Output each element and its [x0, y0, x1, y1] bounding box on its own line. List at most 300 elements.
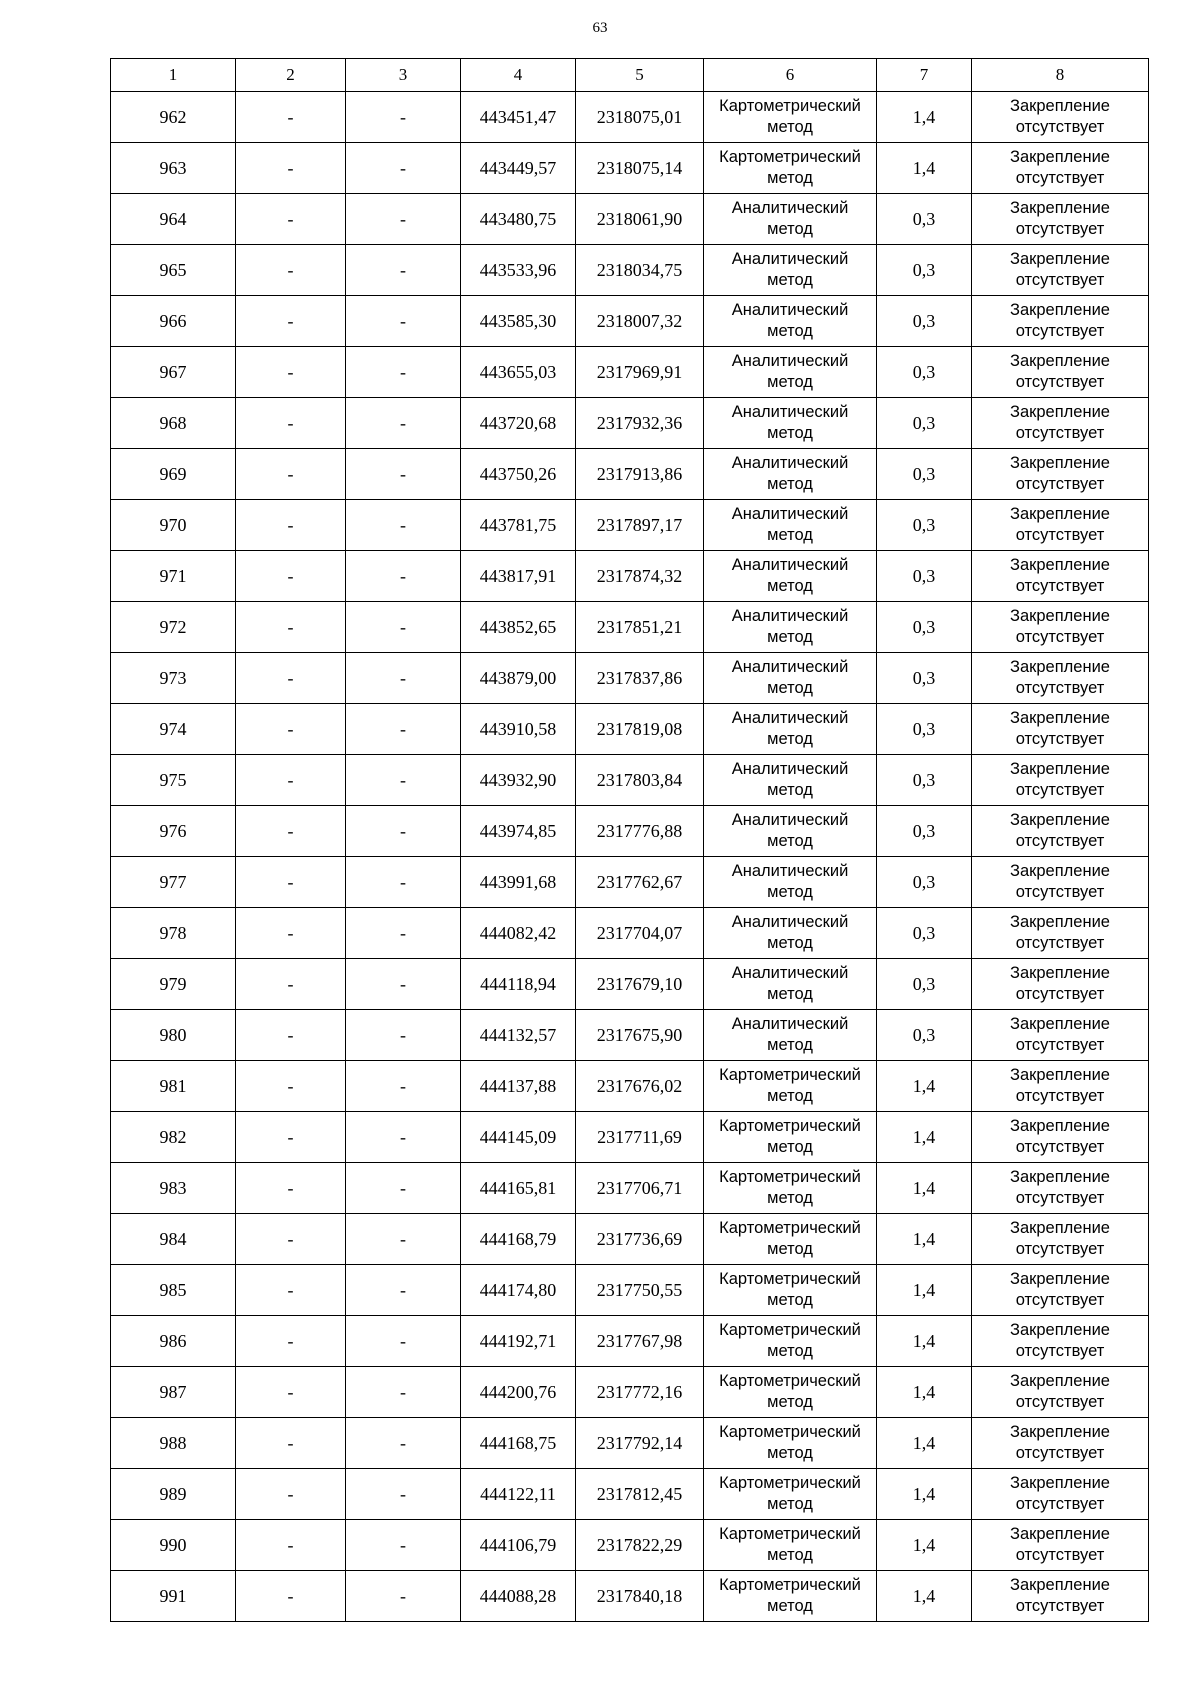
y-coordinate-cell: 2317706,71: [576, 1163, 704, 1214]
x-coordinate-cell: 444132,57: [461, 1010, 576, 1061]
method-cell: [704, 1163, 877, 1214]
method-cell: [704, 245, 877, 296]
fixation-cell: [972, 1469, 1149, 1520]
method-line: метод: [767, 781, 813, 799]
method-line: метод: [767, 985, 813, 1003]
fixation-line: отсутствует: [1015, 373, 1105, 391]
column-3-cell: -: [346, 1112, 461, 1163]
method-line: Картометрический: [719, 1270, 861, 1288]
column-3-cell: -: [346, 449, 461, 500]
method-line: Аналитический: [731, 607, 849, 625]
table-header-row: [111, 59, 1149, 92]
method-cell: [704, 398, 877, 449]
method-cell: [704, 1520, 877, 1571]
fixation-line: отсутствует: [1015, 679, 1105, 697]
accuracy-cell: 1,4: [877, 1571, 972, 1622]
column-2-cell: -: [236, 1316, 346, 1367]
column-2-cell: -: [236, 755, 346, 806]
fixation-line: отсутствует: [1015, 526, 1105, 544]
fixation-line: Закрепление: [1010, 148, 1110, 166]
point-number-cell: 982: [111, 1112, 236, 1163]
method-cell: [704, 806, 877, 857]
fixation-line: Закрепление: [1010, 1321, 1110, 1339]
method-line: Аналитический: [731, 709, 849, 727]
point-number-cell: 973: [111, 653, 236, 704]
column-3-cell: -: [346, 806, 461, 857]
x-coordinate-cell: 443781,75: [461, 500, 576, 551]
fixation-line: отсутствует: [1015, 1444, 1105, 1462]
fixation-line: отсутствует: [1015, 322, 1105, 340]
fixation-line: отсутствует: [1015, 475, 1105, 493]
column-3-cell: -: [346, 1520, 461, 1571]
accuracy-cell: 0,3: [877, 551, 972, 602]
column-2-cell: -: [236, 449, 346, 500]
method-line: Аналитический: [731, 964, 849, 982]
accuracy-cell: 1,4: [877, 1367, 972, 1418]
column-2-cell: -: [236, 959, 346, 1010]
column-3-cell: -: [346, 143, 461, 194]
fixation-line: Закрепление: [1010, 913, 1110, 931]
y-coordinate-cell: 2317675,90: [576, 1010, 704, 1061]
table-row: [111, 1061, 1149, 1112]
accuracy-cell: 0,3: [877, 653, 972, 704]
column-3-cell: -: [346, 1163, 461, 1214]
point-number-cell: 969: [111, 449, 236, 500]
table-row: [111, 1265, 1149, 1316]
x-coordinate-cell: 444174,80: [461, 1265, 576, 1316]
fixation-line: Закрепление: [1010, 811, 1110, 829]
fixation-line: отсутствует: [1015, 1546, 1105, 1564]
y-coordinate-cell: 2317837,86: [576, 653, 704, 704]
x-coordinate-cell: 444168,75: [461, 1418, 576, 1469]
point-number-cell: 988: [111, 1418, 236, 1469]
point-number-cell: 991: [111, 1571, 236, 1622]
column-3-cell: -: [346, 959, 461, 1010]
point-number-cell: 984: [111, 1214, 236, 1265]
point-number-cell: 962: [111, 92, 236, 143]
method-cell: [704, 908, 877, 959]
fixation-line: отсутствует: [1015, 832, 1105, 850]
fixation-line: отсутствует: [1015, 781, 1105, 799]
method-line: Аналитический: [731, 454, 849, 472]
accuracy-cell: 0,3: [877, 245, 972, 296]
point-number-cell: 972: [111, 602, 236, 653]
method-line: метод: [767, 1036, 813, 1054]
point-number-cell: 977: [111, 857, 236, 908]
column-2-cell: -: [236, 1163, 346, 1214]
fixation-line: отсутствует: [1015, 577, 1105, 595]
column-2-cell: -: [236, 194, 346, 245]
table-row: [111, 500, 1149, 551]
x-coordinate-cell: 443585,30: [461, 296, 576, 347]
y-coordinate-cell: 2317792,14: [576, 1418, 704, 1469]
fixation-line: отсутствует: [1015, 1495, 1105, 1513]
y-coordinate-cell: 2317812,45: [576, 1469, 704, 1520]
point-number-cell: 987: [111, 1367, 236, 1418]
fixation-cell: [972, 1010, 1149, 1061]
fixation-line: Закрепление: [1010, 964, 1110, 982]
table-row: [111, 92, 1149, 143]
column-3-cell: -: [346, 755, 461, 806]
fixation-line: Закрепление: [1010, 1015, 1110, 1033]
point-number-cell: 965: [111, 245, 236, 296]
y-coordinate-cell: 2317851,21: [576, 602, 704, 653]
method-line: метод: [767, 577, 813, 595]
method-cell: [704, 347, 877, 398]
fixation-line: Закрепление: [1010, 1117, 1110, 1135]
fixation-line: Закрепление: [1010, 199, 1110, 217]
column-2-cell: -: [236, 551, 346, 602]
y-coordinate-cell: 2318034,75: [576, 245, 704, 296]
y-coordinate-cell: 2317819,08: [576, 704, 704, 755]
fixation-line: отсутствует: [1015, 934, 1105, 952]
fixation-line: Закрепление: [1010, 658, 1110, 676]
method-line: метод: [767, 220, 813, 238]
point-number-cell: 979: [111, 959, 236, 1010]
fixation-line: Закрепление: [1010, 760, 1110, 778]
column-header-6: 6: [704, 59, 877, 92]
method-line: метод: [767, 1138, 813, 1156]
method-line: Картометрический: [719, 1525, 861, 1543]
fixation-cell: [972, 806, 1149, 857]
method-cell: [704, 653, 877, 704]
accuracy-cell: 1,4: [877, 1265, 972, 1316]
method-line: Картометрический: [719, 1066, 861, 1084]
point-number-cell: 981: [111, 1061, 236, 1112]
point-number-cell: 971: [111, 551, 236, 602]
method-cell: [704, 194, 877, 245]
method-cell: [704, 704, 877, 755]
x-coordinate-cell: 444122,11: [461, 1469, 576, 1520]
method-line: метод: [767, 322, 813, 340]
method-line: метод: [767, 1342, 813, 1360]
method-cell: [704, 1112, 877, 1163]
x-coordinate-cell: 443449,57: [461, 143, 576, 194]
column-header-8: 8: [972, 59, 1149, 92]
x-coordinate-cell: 443879,00: [461, 653, 576, 704]
x-coordinate-cell: 444082,42: [461, 908, 576, 959]
x-coordinate-cell: 443910,58: [461, 704, 576, 755]
y-coordinate-cell: 2317969,91: [576, 347, 704, 398]
fixation-cell: [972, 143, 1149, 194]
y-coordinate-cell: 2317679,10: [576, 959, 704, 1010]
table-row: [111, 1418, 1149, 1469]
fixation-cell: [972, 296, 1149, 347]
accuracy-cell: 0,3: [877, 347, 972, 398]
method-cell: [704, 92, 877, 143]
fixation-cell: [972, 908, 1149, 959]
fixation-cell: [972, 1112, 1149, 1163]
table-body: [111, 92, 1149, 1622]
column-3-cell: -: [346, 296, 461, 347]
fixation-cell: [972, 653, 1149, 704]
accuracy-cell: 1,4: [877, 1214, 972, 1265]
column-header-4: 4: [461, 59, 576, 92]
accuracy-cell: 0,3: [877, 296, 972, 347]
column-header-2: 2: [236, 59, 346, 92]
accuracy-cell: 0,3: [877, 602, 972, 653]
fixation-cell: [972, 398, 1149, 449]
method-cell: [704, 1214, 877, 1265]
column-header-5: 5: [576, 59, 704, 92]
column-2-cell: -: [236, 653, 346, 704]
column-2-cell: -: [236, 1061, 346, 1112]
accuracy-cell: 0,3: [877, 857, 972, 908]
y-coordinate-cell: 2318007,32: [576, 296, 704, 347]
x-coordinate-cell: 443720,68: [461, 398, 576, 449]
fixation-cell: [972, 449, 1149, 500]
fixation-line: отсутствует: [1015, 118, 1105, 136]
method-line: Аналитический: [731, 556, 849, 574]
column-2-cell: -: [236, 1265, 346, 1316]
column-3-cell: -: [346, 92, 461, 143]
y-coordinate-cell: 2317750,55: [576, 1265, 704, 1316]
fixation-cell: [972, 500, 1149, 551]
x-coordinate-cell: 443991,68: [461, 857, 576, 908]
fixation-cell: [972, 1214, 1149, 1265]
point-number-cell: 978: [111, 908, 236, 959]
y-coordinate-cell: 2317803,84: [576, 755, 704, 806]
column-2-cell: -: [236, 806, 346, 857]
x-coordinate-cell: 443480,75: [461, 194, 576, 245]
fixation-cell: [972, 1571, 1149, 1622]
method-cell: [704, 1061, 877, 1112]
method-line: метод: [767, 1597, 813, 1615]
method-cell: [704, 449, 877, 500]
method-cell: [704, 143, 877, 194]
fixation-line: отсутствует: [1015, 985, 1105, 1003]
y-coordinate-cell: 2317676,02: [576, 1061, 704, 1112]
fixation-line: отсутствует: [1015, 271, 1105, 289]
method-line: Картометрический: [719, 1117, 861, 1135]
method-line: Картометрический: [719, 1372, 861, 1390]
method-line: Аналитический: [731, 250, 849, 268]
x-coordinate-cell: 443974,85: [461, 806, 576, 857]
y-coordinate-cell: 2318061,90: [576, 194, 704, 245]
table-row: [111, 755, 1149, 806]
method-line: метод: [767, 169, 813, 187]
column-2-cell: -: [236, 1214, 346, 1265]
fixation-line: Закрепление: [1010, 1474, 1110, 1492]
x-coordinate-cell: 444200,76: [461, 1367, 576, 1418]
accuracy-cell: 1,4: [877, 1520, 972, 1571]
accuracy-cell: 0,3: [877, 398, 972, 449]
column-3-cell: -: [346, 908, 461, 959]
fixation-line: Закрепление: [1010, 556, 1110, 574]
point-number-cell: 966: [111, 296, 236, 347]
column-3-cell: -: [346, 1418, 461, 1469]
fixation-cell: [972, 92, 1149, 143]
accuracy-cell: 1,4: [877, 1316, 972, 1367]
fixation-cell: [972, 755, 1149, 806]
point-number-cell: 975: [111, 755, 236, 806]
table-row: [111, 908, 1149, 959]
method-line: Аналитический: [731, 658, 849, 676]
table-row: [111, 296, 1149, 347]
method-line: метод: [767, 628, 813, 646]
fixation-line: отсутствует: [1015, 1291, 1105, 1309]
x-coordinate-cell: 443533,96: [461, 245, 576, 296]
column-3-cell: -: [346, 704, 461, 755]
point-number-cell: 970: [111, 500, 236, 551]
method-cell: [704, 602, 877, 653]
method-cell: [704, 959, 877, 1010]
accuracy-cell: 1,4: [877, 1163, 972, 1214]
method-line: метод: [767, 118, 813, 136]
fixation-cell: [972, 194, 1149, 245]
point-number-cell: 983: [111, 1163, 236, 1214]
column-2-cell: -: [236, 143, 346, 194]
method-line: метод: [767, 1240, 813, 1258]
table-row: [111, 653, 1149, 704]
accuracy-cell: 0,3: [877, 500, 972, 551]
column-3-cell: -: [346, 602, 461, 653]
table-row: [111, 857, 1149, 908]
method-line: метод: [767, 1495, 813, 1513]
method-line: метод: [767, 424, 813, 442]
column-3-cell: -: [346, 1214, 461, 1265]
method-line: метод: [767, 832, 813, 850]
fixation-line: Закрепление: [1010, 1423, 1110, 1441]
fixation-line: отсутствует: [1015, 1189, 1105, 1207]
page-number: 63: [592, 20, 608, 36]
fixation-line: отсутствует: [1015, 1138, 1105, 1156]
method-line: метод: [767, 271, 813, 289]
accuracy-cell: 0,3: [877, 704, 972, 755]
y-coordinate-cell: 2318075,14: [576, 143, 704, 194]
column-2-cell: -: [236, 908, 346, 959]
table-row: [111, 1163, 1149, 1214]
method-cell: [704, 1418, 877, 1469]
method-cell: [704, 1469, 877, 1520]
fixation-cell: [972, 347, 1149, 398]
point-number-cell: 976: [111, 806, 236, 857]
column-2-cell: -: [236, 347, 346, 398]
fixation-line: Закрепление: [1010, 607, 1110, 625]
column-3-cell: -: [346, 347, 461, 398]
column-3-cell: -: [346, 1469, 461, 1520]
method-line: метод: [767, 1087, 813, 1105]
fixation-line: Закрепление: [1010, 709, 1110, 727]
method-cell: [704, 755, 877, 806]
fixation-line: Закрепление: [1010, 505, 1110, 523]
y-coordinate-cell: 2317897,17: [576, 500, 704, 551]
accuracy-cell: 1,4: [877, 1061, 972, 1112]
x-coordinate-cell: 443852,65: [461, 602, 576, 653]
y-coordinate-cell: 2317776,88: [576, 806, 704, 857]
column-2-cell: -: [236, 1367, 346, 1418]
column-3-cell: -: [346, 194, 461, 245]
fixation-cell: [972, 1265, 1149, 1316]
method-line: метод: [767, 1291, 813, 1309]
accuracy-cell: 1,4: [877, 143, 972, 194]
accuracy-cell: 0,3: [877, 449, 972, 500]
table-row: [111, 347, 1149, 398]
accuracy-cell: 0,3: [877, 959, 972, 1010]
column-3-cell: -: [346, 1316, 461, 1367]
fixation-line: Закрепление: [1010, 1525, 1110, 1543]
column-2-cell: -: [236, 1112, 346, 1163]
fixation-cell: [972, 1520, 1149, 1571]
fixation-cell: [972, 1061, 1149, 1112]
table-row: [111, 1571, 1149, 1622]
fixation-cell: [972, 959, 1149, 1010]
method-line: Картометрический: [719, 1423, 861, 1441]
point-number-cell: 963: [111, 143, 236, 194]
point-number-cell: 989: [111, 1469, 236, 1520]
table-row: [111, 449, 1149, 500]
accuracy-cell: 1,4: [877, 1469, 972, 1520]
column-3-cell: -: [346, 1061, 461, 1112]
method-line: метод: [767, 1444, 813, 1462]
fixation-cell: [972, 1163, 1149, 1214]
y-coordinate-cell: 2317772,16: [576, 1367, 704, 1418]
fixation-line: Закрепление: [1010, 1168, 1110, 1186]
table-row: [111, 1367, 1149, 1418]
column-3-cell: -: [346, 398, 461, 449]
fixation-line: Закрепление: [1010, 1270, 1110, 1288]
table-row: [111, 1469, 1149, 1520]
x-coordinate-cell: 443932,90: [461, 755, 576, 806]
method-line: Аналитический: [731, 1015, 849, 1033]
accuracy-cell: 1,4: [877, 1112, 972, 1163]
method-line: метод: [767, 1393, 813, 1411]
method-cell: [704, 1010, 877, 1061]
column-2-cell: -: [236, 602, 346, 653]
accuracy-cell: 1,4: [877, 92, 972, 143]
column-2-cell: -: [236, 1418, 346, 1469]
method-cell: [704, 1316, 877, 1367]
fixation-line: отсутствует: [1015, 424, 1105, 442]
fixation-cell: [972, 704, 1149, 755]
fixation-line: отсутствует: [1015, 1036, 1105, 1054]
column-3-cell: -: [346, 1265, 461, 1316]
accuracy-cell: 0,3: [877, 1010, 972, 1061]
method-line: Картометрический: [719, 1321, 861, 1339]
point-number-cell: 967: [111, 347, 236, 398]
method-line: Картометрический: [719, 1576, 861, 1594]
accuracy-cell: 0,3: [877, 755, 972, 806]
fixation-line: Закрепление: [1010, 1372, 1110, 1390]
y-coordinate-cell: 2317932,36: [576, 398, 704, 449]
fixation-line: отсутствует: [1015, 730, 1105, 748]
y-coordinate-cell: 2317767,98: [576, 1316, 704, 1367]
column-header-3: 3: [346, 59, 461, 92]
table-row: [111, 1316, 1149, 1367]
column-3-cell: -: [346, 857, 461, 908]
x-coordinate-cell: 443817,91: [461, 551, 576, 602]
y-coordinate-cell: 2317736,69: [576, 1214, 704, 1265]
x-coordinate-cell: 444106,79: [461, 1520, 576, 1571]
column-3-cell: -: [346, 245, 461, 296]
column-2-cell: -: [236, 92, 346, 143]
method-line: метод: [767, 1546, 813, 1564]
method-line: Аналитический: [731, 811, 849, 829]
method-line: Аналитический: [731, 913, 849, 931]
method-line: Аналитический: [731, 352, 849, 370]
fixation-cell: [972, 245, 1149, 296]
method-line: метод: [767, 475, 813, 493]
accuracy-cell: 0,3: [877, 806, 972, 857]
table-row: [111, 1520, 1149, 1571]
method-line: метод: [767, 373, 813, 391]
y-coordinate-cell: 2317762,67: [576, 857, 704, 908]
method-cell: [704, 500, 877, 551]
method-line: метод: [767, 934, 813, 952]
method-line: Картометрический: [719, 1168, 861, 1186]
point-number-cell: 968: [111, 398, 236, 449]
column-header-7: 7: [877, 59, 972, 92]
